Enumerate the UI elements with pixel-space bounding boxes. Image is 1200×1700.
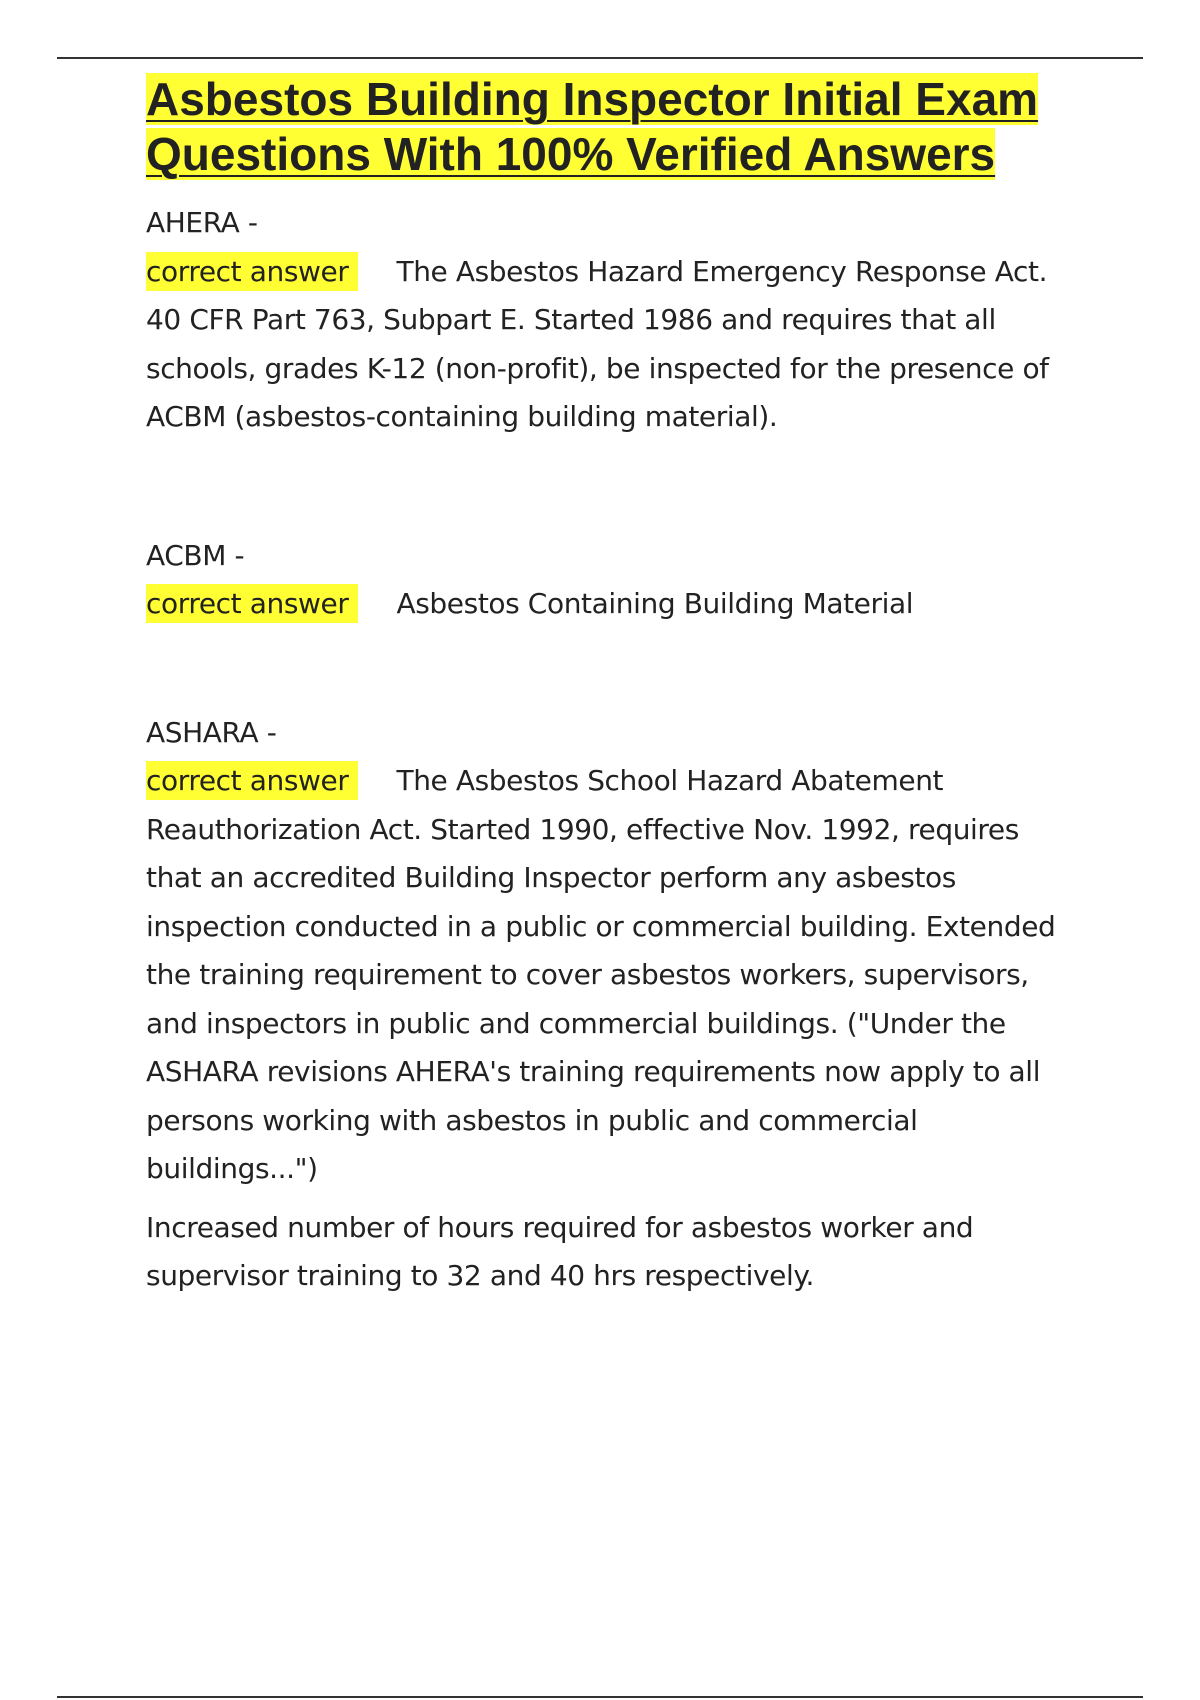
qa-item-acbm: [146, 532, 1076, 629]
document-title-text: Asbestos Building Inspector Initial Exam Questions With 100% Verified Answers: [146, 73, 1039, 180]
qa-answer-text: The Asbestos School Hazard Abatement Reauthorization Act. Started 1990, effective Nov. 1992, requires that an accredited Building Inspector perform any asbestos inspection conducted in a public or commercial building. Extended the training requirement to cover asbestos workers, supervisors, and inspectors in public and commercial buildings. ("Under the ASHARA revisions AHERA's training requirements now apply to all persons working with asbestos in public and commercial buildings..."): [146, 764, 1056, 1185]
qa-answer: [146, 580, 1076, 629]
qa-item-ashara: [146, 709, 1076, 1301]
qa-term: ACBM -: [146, 538, 245, 572]
qa-answer-text: The Asbestos Hazard Emergency Response Act. 40 CFR Part 763, Subpart E. Started 1986 and requires that all schools, grades K-12 (non-profit), be inspected for the presence of ACBM (asbestos-containing building material).: [146, 254, 1049, 433]
qa-answer: [146, 248, 1076, 442]
correct-answer-label: correct answer: [146, 761, 358, 800]
bottom-rule: [57, 1696, 1143, 1698]
correct-answer-label: correct answer: [146, 252, 358, 291]
qa-term: AHERA -: [146, 206, 258, 239]
qa-answer: [146, 757, 1076, 1194]
top-rule: [57, 57, 1143, 59]
qa-answer-extra: Increased number of hours required for asbestos worker and supervisor training to 32 and 40 hrs respectively.: [146, 1210, 974, 1292]
document-page: [146, 72, 1076, 1301]
qa-answer-text: Asbestos Containing Building Material: [396, 587, 914, 620]
correct-answer-label: correct answer: [146, 584, 358, 623]
document-title: [146, 72, 1076, 182]
qa-term: ASHARA -: [146, 715, 277, 749]
qa-item-ahera: [146, 199, 1076, 442]
